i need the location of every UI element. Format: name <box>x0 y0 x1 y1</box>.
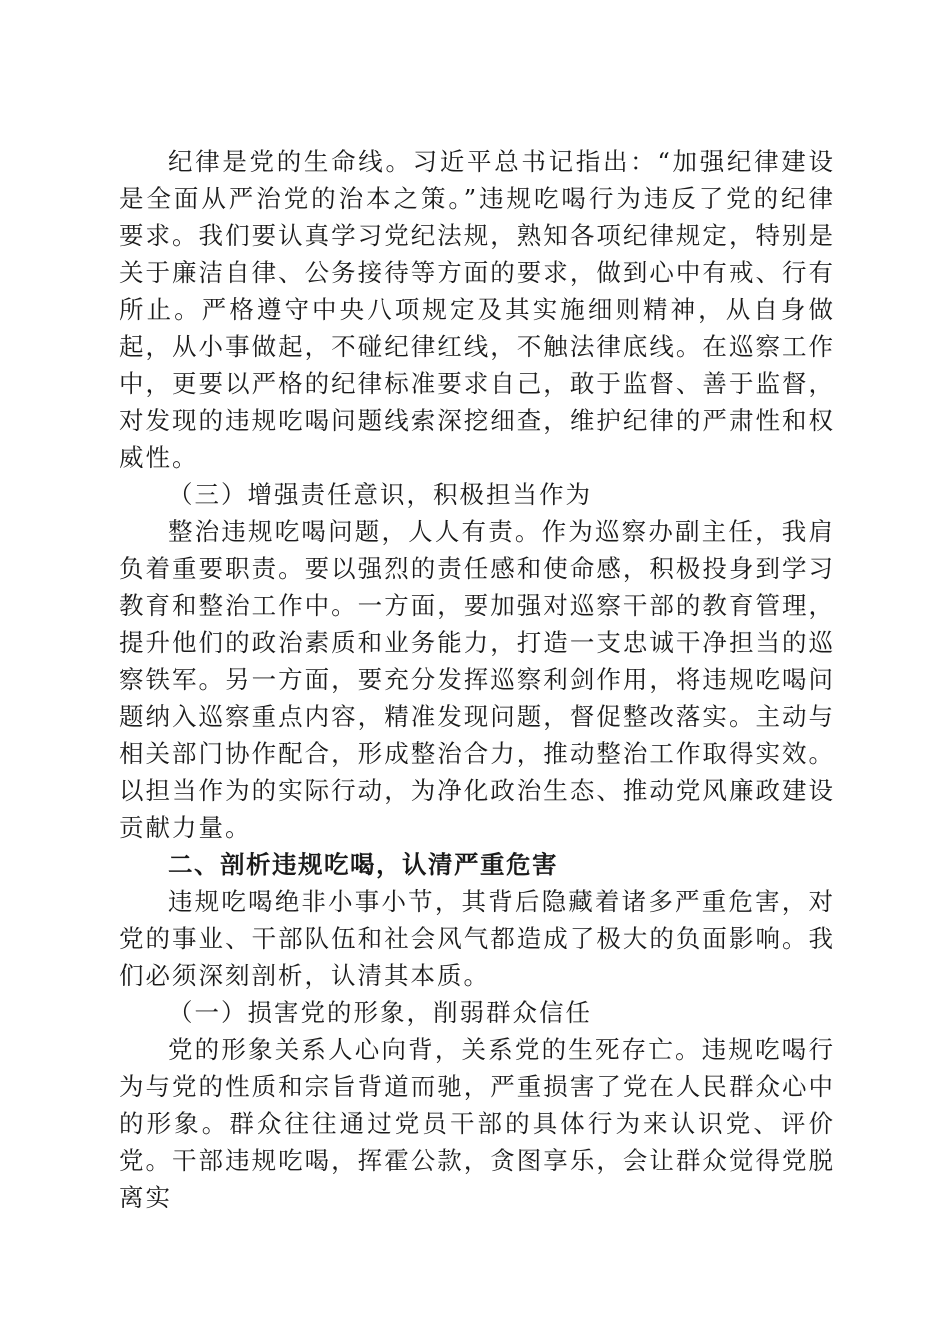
paragraph-party-image: 党的形象关系人心向背，关系党的生死存亡。违规吃喝行为与党的性质和宗旨背道而驰，严重损害了党在人民群众心中的形象。群众往往通过党员干部的具体行为来认识党、评价党。干部违规吃喝，挥霍公款，贪图享乐，会让群众觉得党脱离实 <box>119 1035 835 1212</box>
sub-heading-party-image: （一）损害党的形象，削弱群众信任 <box>168 998 592 1027</box>
document-body <box>119 143 835 1216</box>
paragraph-analysis-intro: 违规吃喝绝非小事小节，其背后隐藏着诸多严重危害，对党的事业、干部队伍和社会风气都造成了极大的负面影响。我们必须深刻剖析，认清其本质。 <box>119 887 835 990</box>
paragraph-responsibility: 整治违规吃喝问题，人人有责。作为巡察办副主任，我肩负着重要职责。要以强烈的责任感和使命感，积极投身到学习教育和整治工作中。一方面，要加强对巡察干部的教育管理，提升他们的政治素质和业务能力，打造一支忠诚干净担当的巡察铁军。另一方面，要充分发挥巡察利剑作用，将违规吃喝问题纳入巡察重点内容，精准发现问题，督促整改落实。主动与相关部门协作配合，形成整治合力，推动整治工作取得实效。以担当作为的实际行动，为净化政治生态、推动党风廉政建设贡献力量。 <box>119 517 835 842</box>
paragraph-discipline: 纪律是党的生命线。习近平总书记指出：“加强纪律建设是全面从严治党的治本之策。”违规吃喝行为违反了党的纪律要求。我们要认真学习党纪法规，熟知各项纪律规定，特别是关于廉洁自律、公务接待等方面的要求，做到心中有戒、行有所止。严格遵守中央八项规定及其实施细则精神，从自身做起，从小事做起，不碰纪律红线，不触法律底线。在巡察工作中，更要以严格的纪律标准要求自己，敢于监督、善于监督，对发现的违规吃喝问题线索深挖细查，维护纪律的严肃性和权威性。 <box>119 147 835 472</box>
sub-heading-responsibility: （三）增强责任意识，积极担当作为 <box>168 480 592 509</box>
section-heading-analysis: 二、剖析违规吃喝，认清严重危害 <box>168 850 558 879</box>
